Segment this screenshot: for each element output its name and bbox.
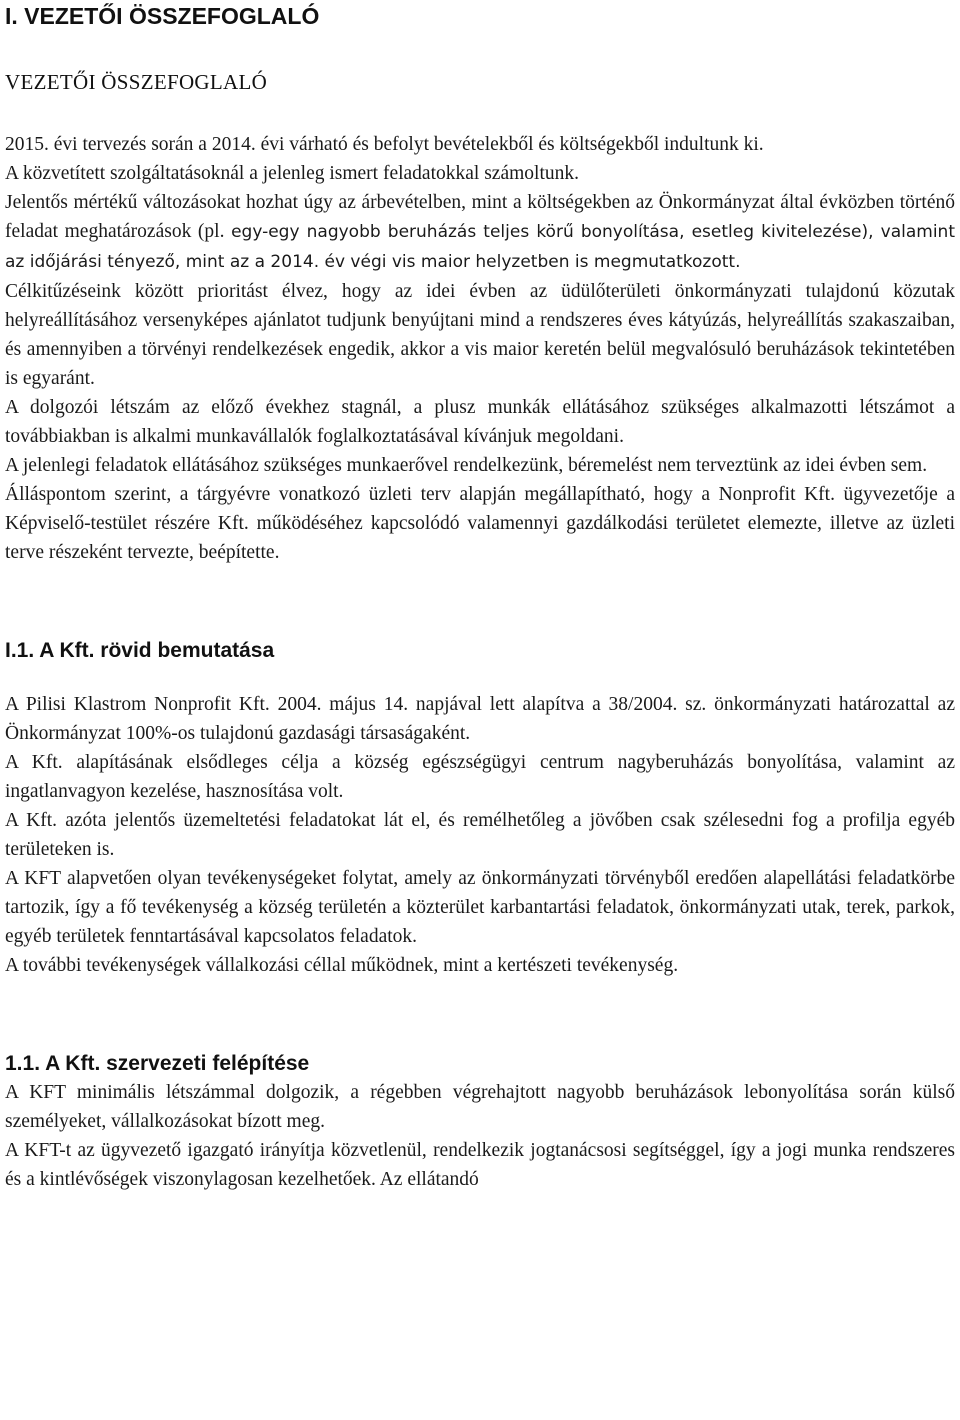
section-1-paragraph-1: A Pilisi Klastrom Nonprofit Kft. 2004. május 14. napjával lett alapítva a 38/2004. sz. önkormányzati határozattal az Önkormányzat 100%-os tulajdonú gazdasági társaságaként. <box>5 694 955 744</box>
intro-paragraph-7: Álláspontom szerint, a tárgyévre vonatkozó üzleti terv alapján megállapítható, hogy a Nonprofit Kft. ügyvezetője a Képviselő-testület részére Kft. működéséhez kapcsolódó valamennyi gazdálkodási területet elemezte, illetve az üzleti terve részeként tervezte, beépítette. <box>5 484 955 563</box>
section-organization <box>5 1050 955 1194</box>
main-heading: I. VEZETŐI ÖSSZEFOGLALÓ <box>5 3 320 29</box>
section-1-paragraph-5: A további tevékenységek vállalkozási céllal működnek, mint a kertészeti tevékenység. <box>5 955 679 976</box>
section-1-paragraph-4: A KFT alapvetően olyan tevékenységeket folytat, amely az önkormányzati törvényből eredően alapellátási feladatkörbe tartozik, így a fő tevékenység a község területén a közterület karbantartási feladatok, önkormányzati utak, terek, parkok, egyéb területek fenntartásával kapcsolatos feladatok. <box>5 868 955 947</box>
section-2-paragraph-2: A KFT-t az ügyvezető igazgató irányítja közvetlenül, rendelkezik jogtanácsosi segítséggel, így a jogi munka rendszeres és a kintlévőségek viszonylagosan kezelhetőek. Az ellátandó <box>5 1140 955 1190</box>
section-2-paragraph-1: A KFT minimális létszámmal dolgozik, a régebben végrehajtott nagyobb beruházások lebonyolítása során külső személyeket, vállalkozásokat bízott meg. <box>5 1082 955 1132</box>
intro-paragraph-4: Célkitűzéseink között prioritást élvez, hogy az idei évben az üdülőterületi önkormányzati tulajdonú közutak helyreállításához versenyképes ajánlatot tudjunk benyújtani mind a rendszeres éves kátyúzás, helyreállítás szakaszaiban, és amennyiben a törvényi rendelkezések engedik, akkor a vis maior keretén belül megvalósuló beruházások tekintetében is egyaránt. <box>5 281 955 389</box>
intro-paragraph-1: 2015. évi tervezés során a 2014. évi várható és befolyt bevételekből és költségekből indultunk ki. <box>5 134 764 155</box>
intro-paragraph-3-part-b: egy-egy nagyobb beruházás teljes körű bonyolítása, esetleg kivitelezése), valamint az időjárási tényező, mint az a 2014. év végi vis maior helyzetben is megmutatkozott. <box>5 222 955 272</box>
intro-paragraph-3-part-a: Jelentős mértékű változásokat hozhat úgy az árbevételben, mint a költségekben az Önkormányzat által évközben történő feladat meghatározások (pl. <box>5 192 955 242</box>
intro-paragraph-3 <box>5 188 955 277</box>
sub-heading: VEZETŐI ÖSSZEFOGLALÓ <box>5 70 268 94</box>
section-2-heading: 1.1. A Kft. szervezeti felépítése <box>5 1052 310 1075</box>
intro-paragraph-2: A közvetített szolgáltatásoknál a jelenleg ismert feladatokkal számoltunk. <box>5 163 579 184</box>
section-1-heading: I.1. A Kft. rövid bemutatása <box>5 639 275 662</box>
section-1-paragraph-2: A Kft. alapításának elsődleges célja a község egészségügyi centrum nagyberuházás bonyolítása, valamint az ingatlanvagyon kezelése, hasznosítása volt. <box>5 752 955 802</box>
intro-paragraph-6: A jelenlegi feladatok ellátásához szükséges munkaerővel rendelkezünk, béremelést nem terveztünk az idei évben sem. <box>5 455 928 476</box>
intro-paragraph-5: A dolgozói létszám az előző évekhez stagnál, a plusz munkák ellátásához szükséges alkalmazotti létszámot a továbbiakban is alkalmi munkavállalók foglalkoztatásával kívánjuk megoldani. <box>5 397 955 447</box>
section-company-intro <box>5 637 955 980</box>
section-1-paragraph-3: A Kft. azóta jelentős üzemeltetési feladatokat lát el, és remélhetőleg a jövőben csak szélesedni fog a profilja egyéb területeken is. <box>5 810 955 860</box>
intro-section <box>5 130 955 567</box>
